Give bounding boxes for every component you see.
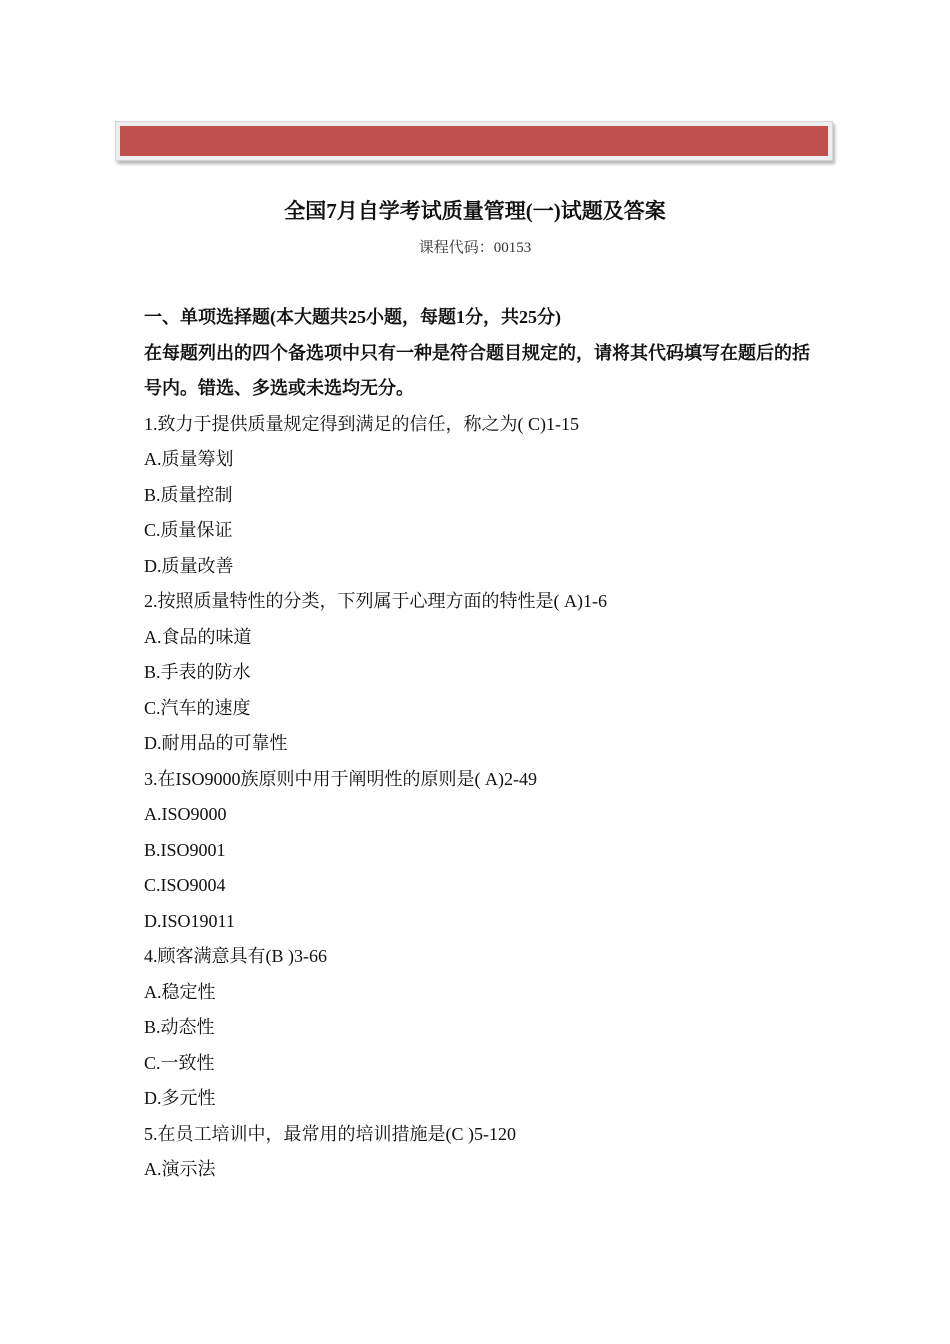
section-instruction: 在每题列出的四个备选项中只有一种是符合题目规定的，请将其代码填写在题后的括号内。错选、多选或未选均无分。: [144, 342, 810, 398]
answer-option: A.演示法: [144, 1159, 216, 1179]
answer-option: C.一致性: [144, 1052, 215, 1073]
answer-option: D.ISO19011: [144, 910, 235, 931]
answer-option: D.质量改善: [144, 555, 234, 576]
answer-option: A.ISO9000: [144, 804, 227, 824]
question-5: [144, 1117, 814, 1188]
answer-option: C.汽车的速度: [144, 697, 251, 718]
question-1: [144, 407, 814, 585]
answer-option: B.动态性: [144, 1017, 215, 1037]
question-stem: 5.在员工培训中，最常用的培训措施是(C )5-120: [144, 1123, 516, 1144]
question-stem: 1.致力于提供质量规定得到满足的信任，称之为( C)1-15: [144, 413, 579, 434]
answer-option: C.质量保证: [144, 520, 233, 540]
question-2: [144, 584, 814, 762]
header-banner-bar: [120, 126, 828, 156]
answer-option: A.质量筹划: [144, 449, 234, 469]
answer-option: D.多元性: [144, 1088, 216, 1108]
question-4: [144, 939, 814, 1117]
document-body: [144, 300, 814, 1188]
answer-option: A.食品的味道: [144, 626, 252, 647]
course-code: 课程代码：00153: [418, 240, 532, 256]
question-3: [144, 762, 814, 940]
answer-option: B.ISO9001: [144, 839, 226, 860]
question-stem: 2.按照质量特性的分类，下列属于心理方面的特性是( A)1-6: [144, 591, 607, 611]
answer-option: C.ISO9004: [144, 875, 226, 895]
answer-option: A.稳定性: [144, 981, 216, 1002]
question-stem: 3.在ISO9000族原则中用于阐明性的原则是( A)2-49: [144, 768, 537, 789]
document-title: 全国7月自学考试质量管理(一)试题及答案: [284, 199, 666, 223]
answer-option: B.质量控制: [144, 484, 233, 505]
section-heading: 一、单项选择题(本大题共25小题，每题1分，共25分): [144, 307, 561, 327]
answer-option: D.耐用品的可靠性: [144, 733, 288, 753]
question-stem: 4.顾客满意具有(B )3-66: [144, 946, 327, 966]
header-banner: [115, 121, 833, 161]
answer-option: B.手表的防水: [144, 662, 251, 682]
